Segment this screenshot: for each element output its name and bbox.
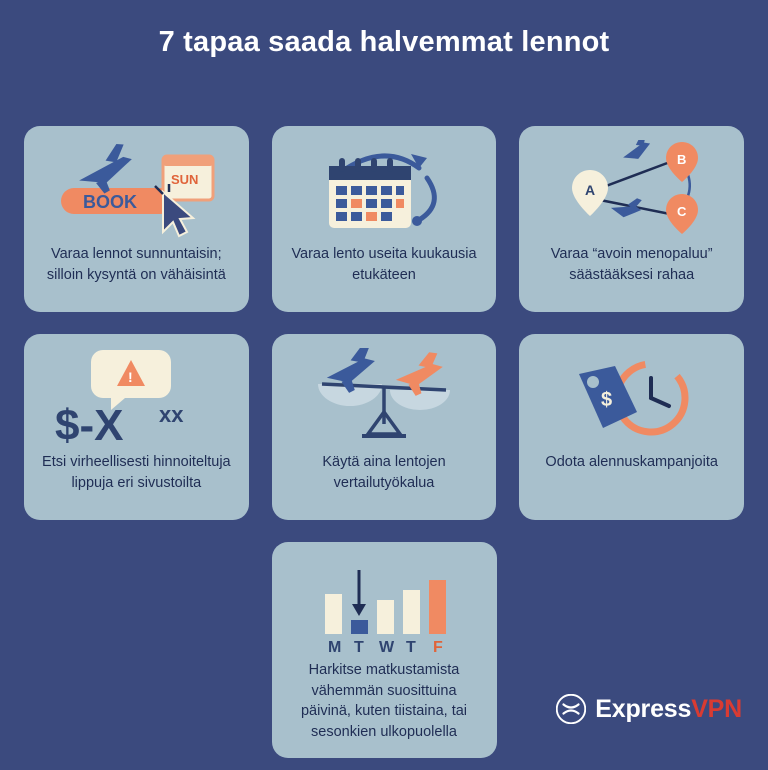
card-off-peak — [272, 542, 497, 758]
calendar-arrow-icon — [284, 140, 485, 244]
day-label-t1: T — [354, 639, 364, 656]
day-label-f: F — [433, 639, 443, 656]
map-route-pins-icon — [531, 140, 732, 244]
cards-grid — [24, 126, 744, 770]
logo-express: Express — [595, 694, 692, 723]
balance-scale-planes-icon — [284, 348, 485, 452]
card-caption: Varaa “avoin menopaluu” säästääksesi rahaa — [550, 246, 713, 283]
pin-c-label: C — [676, 204, 687, 219]
card-sunday — [24, 126, 249, 312]
bar-chart-weekdays-icon — [284, 556, 485, 660]
expressvpn-logo-icon — [556, 694, 586, 724]
card-sales — [519, 334, 744, 520]
card-mispriced — [24, 334, 249, 520]
logo-wordmark — [595, 695, 742, 724]
sun-label: SUN — [171, 172, 199, 187]
dollar-label: $ — [600, 389, 612, 411]
price-tag-clock-icon — [531, 348, 732, 452]
logo-vpn: VPN — [691, 694, 742, 723]
card-months-ahead — [272, 126, 497, 312]
alert-label: ! — [128, 369, 133, 385]
pin-b-label: B — [676, 152, 687, 167]
card-caption: Käytä aina lentojen vertailutyökalua — [322, 454, 446, 491]
card-caption: Etsi virheellisesti hinnoiteltuja lippuja eri sivustoilta — [42, 454, 231, 491]
book-label: BOOK — [83, 192, 138, 212]
cards-row-1 — [24, 126, 744, 312]
day-label-m: M — [328, 639, 342, 656]
cards-row-2 — [24, 334, 744, 520]
day-label-t2: T — [406, 639, 416, 656]
card-caption: Odota alennuskampanjoita — [545, 454, 718, 470]
expressvpn-logo — [556, 694, 742, 724]
page-title: 7 tapaa saada halvemmat lennot — [158, 26, 610, 58]
price-label: $-X — [55, 401, 124, 450]
pin-a-label: A — [584, 182, 595, 198]
price-error-icon — [36, 348, 237, 452]
card-caption: Harkitse matkustamista vähemmän suosittuina päivinä, kuten tiistaina, tai sesonkien ulkopuolella — [300, 662, 468, 740]
card-comparison-tool — [272, 334, 497, 520]
card-caption: Varaa lento useita kuukausia etukäteen — [291, 246, 477, 283]
airplane-booking-cursor-icon — [36, 140, 237, 244]
card-caption: Varaa lennot sunnuntaisin; silloin kysyntä on vähäisintä — [46, 246, 226, 283]
price-sup-label: xx — [159, 402, 184, 427]
cards-row-3 — [24, 542, 744, 758]
card-open-jaw — [519, 126, 744, 312]
day-label-w: W — [379, 639, 395, 656]
